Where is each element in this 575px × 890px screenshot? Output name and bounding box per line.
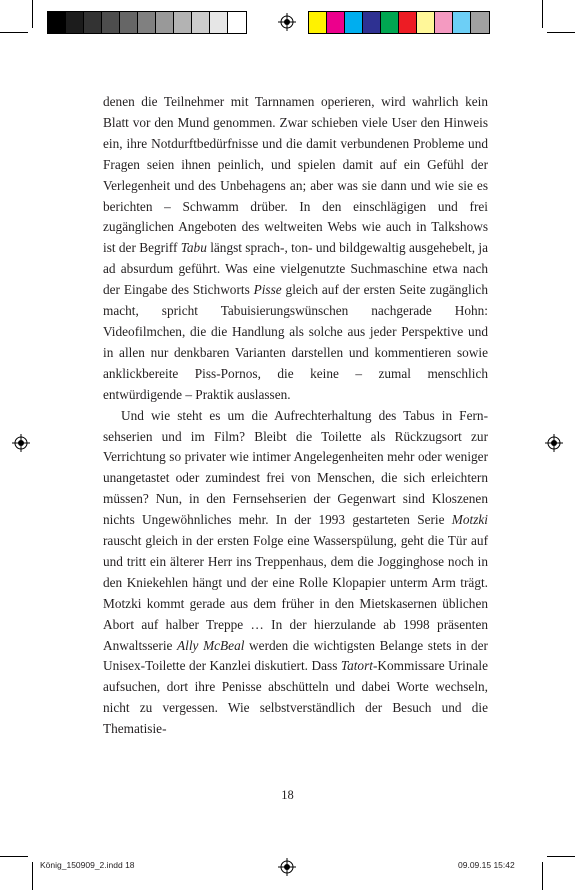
italic-term: Tatort: [340, 658, 373, 674]
grayscale-color-bar: [47, 11, 247, 34]
color-swatch: [435, 12, 453, 33]
crop-mark: [542, 0, 543, 28]
crop-mark: [0, 32, 28, 33]
registration-mark-icon: [545, 434, 563, 452]
color-swatch: [381, 12, 399, 33]
italic-term: Ally McBeal: [177, 637, 245, 653]
color-swatch: [228, 12, 246, 33]
color-swatch: [120, 12, 138, 33]
crop-mark: [32, 862, 33, 890]
paragraph: [103, 406, 488, 741]
registration-mark-icon: [12, 434, 30, 452]
crop-mark: [0, 856, 28, 857]
color-swatch: [453, 12, 471, 33]
color-swatch: [102, 12, 120, 33]
color-swatch: [345, 12, 363, 33]
italic-term: Motzki: [451, 512, 488, 528]
text-run: werden die wichtigsten Belange stets in der Unisex-Toilette der Kanzlei diskutiert. Dass: [103, 637, 488, 674]
crop-mark: [547, 32, 575, 33]
slug-timestamp: 09.09.15 15:42: [458, 860, 515, 870]
italic-term: Tabu: [180, 240, 207, 256]
process-color-bar: [308, 11, 490, 34]
color-swatch: [66, 12, 84, 33]
color-swatch: [192, 12, 210, 33]
text-run: Und wie steht es um die Aufrechterhaltung des Tabus in Fernsehserien und im Film? Bleibt die Toilette als Rückzugsort zur Verrichtung so privater wie intimer Angelegenheiten mehr oder weniger unangetastet oder zumindest frei von Menschen, die sich erleichtern müssen? Nun, in den Fernsehserien der Gegenwart sind Kloszenen nichts Ungewöhnliches mehr. In der 1993 gestarteten Serie: [103, 407, 488, 528]
body-text: [103, 92, 488, 740]
color-swatch: [471, 12, 489, 33]
color-swatch: [138, 12, 156, 33]
color-swatch: [210, 12, 228, 33]
registration-mark-icon: [278, 13, 296, 31]
slug-file-info: König_150909_2.indd 18: [40, 860, 135, 870]
text-run: gleich auf der ersten Seite zugänglich macht, spricht Tabuisierungswünschen nachgerade Hohn: Videofilmchen, die die Handlung als solche aus jeder Perspektive und in allen nur denkbaren Varianten darstellen und kommentieren sowie anklickbereite Piss-Pornos, die keine – zumal menschlich entwürdigende – Praktik auslassen.: [103, 282, 488, 402]
registration-mark-icon: [278, 858, 296, 876]
crop-mark: [547, 856, 575, 857]
text-run: -Kommissare Urinale aufsuchen, dort ihre Penisse abschütteln und dabei Worte wechseln, nicht zu vergessen. Wie selbstverständlich der Besuch und die Thematisie-: [103, 658, 488, 737]
color-swatch: [363, 12, 381, 33]
color-swatch: [48, 12, 66, 33]
color-swatch: [417, 12, 435, 33]
color-swatch: [174, 12, 192, 33]
color-swatch: [309, 12, 327, 33]
color-swatch: [327, 12, 345, 33]
italic-term: Pisse: [253, 282, 282, 298]
crop-mark: [32, 0, 33, 28]
color-swatch: [156, 12, 174, 33]
page-number: 18: [281, 788, 294, 802]
text-run: längst sprach-, ton- und bildgewaltig ausgehebelt, ja ad absurdum geführt. Was eine vielgenutzte Suchmaschine etwa nach der Eingabe des Stichworts: [103, 240, 488, 298]
text-run: denen die Teilnehmer mit Tarnnamen operieren, wird wahrlich kein Blatt vor den Mund genommen. Zwar schieben viele User den Hinweis ein, ihre Notdurftbedürfnisse und die damit verbundenen Probleme und Fragen seien ihnen peinlich, und spielen damit auf ein Gefühl der Verlegenheit und des Unbehagens an; aber was sie dann und wie sie es berichten – Schwamm drüber. In den einschlägigen und frei zugänglichen Angeboten des weltweiten Webs wie auch in Talkshows ist der Begriff: [103, 94, 488, 256]
text-run: rauscht gleich in der ersten Folge eine Wasserspülung, geht die Tür auf und tritt ein älterer Herr ins Treppenhaus, dem die Jogginghose noch in den Kniekehlen hängt und der eine Rolle Klopapier unterm Arm trägt. Motzki kommt gerade aus dem früher in den Mietskasernen üblichen Abort auf halber Treppe … In der hierzulande ab 1998 präsenten Anwaltsserie: [103, 533, 488, 653]
paragraph: [103, 92, 488, 406]
crop-mark: [542, 862, 543, 890]
color-swatch: [84, 12, 102, 33]
color-swatch: [399, 12, 417, 33]
